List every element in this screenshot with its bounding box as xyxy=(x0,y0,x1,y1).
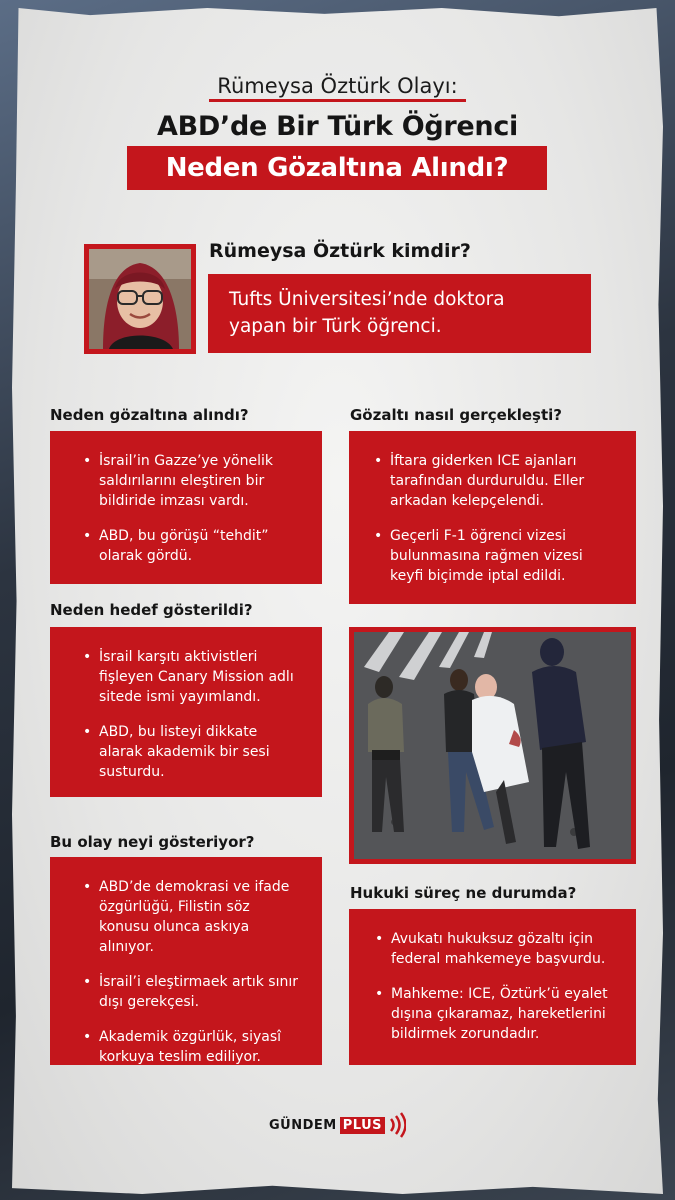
section-5-bullet-2: • Mahkeme: ICE, Öztürk’ü eyalet dışına çıkaramaz, hareketlerini bildirmek zorundadır. xyxy=(371,984,620,1044)
section-2-box xyxy=(349,431,636,604)
section-4-bullet-2: • İsrail’i eleştirmaek artık sınır dışı gerekçesi. xyxy=(79,972,304,1012)
logo-text-plus: PLUS xyxy=(340,1117,385,1134)
section-1-bullet-2: • ABD, bu görüşü “tehdit” olarak gördü. xyxy=(79,526,302,566)
profile-answer-box xyxy=(208,274,591,353)
title-highlight: Neden Gözaltına Alındı? xyxy=(127,146,547,190)
arrest-scene-photo xyxy=(349,627,636,864)
logo-text-gundem: GÜNDEM xyxy=(269,1117,337,1133)
section-3-bullet-2: • ABD, bu listeyi dikkate alarak akademik bir sesi susturdu. xyxy=(79,722,302,782)
section-5-box xyxy=(349,909,636,1065)
profile-answer-line1: Tufts Üniversitesi’nde doktora xyxy=(229,289,505,310)
section-2-bullet-1: • İftara giderken ICE ajanları tarafından durduruldu. Eller arkadan kelepçelendi. xyxy=(370,451,618,511)
profile-answer-line2: yapan bir Türk öğrenci. xyxy=(229,316,442,337)
section-5-bullet-1: • Avukatı hukuksuz gözaltı için federal mahkemeye başvurdu. xyxy=(371,929,620,969)
section-2-bullet-2: • Geçerli F-1 öğrenci vizesi bulunmasına rağmen vizesi keyfi biçimde iptal edildi. xyxy=(370,526,618,586)
brand-logo xyxy=(0,1112,675,1138)
profile-question: Rümeysa Öztürk kimdir? xyxy=(209,240,471,262)
section-3-bullet-1: • İsrail karşıtı aktivistleri fişleyen Canary Mission adlı sitede ismi yayımlandı. xyxy=(79,647,302,707)
section-4-bullet-1: • ABD’de demokrasi ve ifade özgürlüğü, Filistin söz konusu olunca askıya alınıyor. xyxy=(79,877,304,957)
section-4-box xyxy=(50,857,322,1065)
section-2-question: Gözaltı nasıl gerçekleşti? xyxy=(350,406,562,424)
section-4-question: Bu olay neyi gösteriyor? xyxy=(50,833,255,851)
title-top xyxy=(0,74,675,102)
section-5-question: Hukuki süreç ne durumda? xyxy=(350,884,577,902)
section-1-question: Neden gözaltına alındı? xyxy=(50,406,249,424)
section-1-bullet-1: • İsrail’in Gazze’ye yönelik saldırılarını eleştiren bir bildiride imzası vardı. xyxy=(79,451,302,511)
title-main: ABD’de Bir Türk Öğrenci xyxy=(157,111,518,142)
section-4-bullet-3: • Akademik özgürlük, siyasî korkuya teslim ediliyor. xyxy=(79,1027,304,1067)
section-3-question: Neden hedef gösterildi? xyxy=(50,601,253,619)
profile-photo xyxy=(84,244,196,354)
broadcast-waves-icon xyxy=(388,1112,406,1138)
title-top-text: Rümeysa Öztürk Olayı: xyxy=(209,74,465,102)
street-scene-image xyxy=(354,632,631,859)
section-1-box xyxy=(50,431,322,584)
portrait-image xyxy=(89,249,191,349)
section-3-box xyxy=(50,627,322,797)
